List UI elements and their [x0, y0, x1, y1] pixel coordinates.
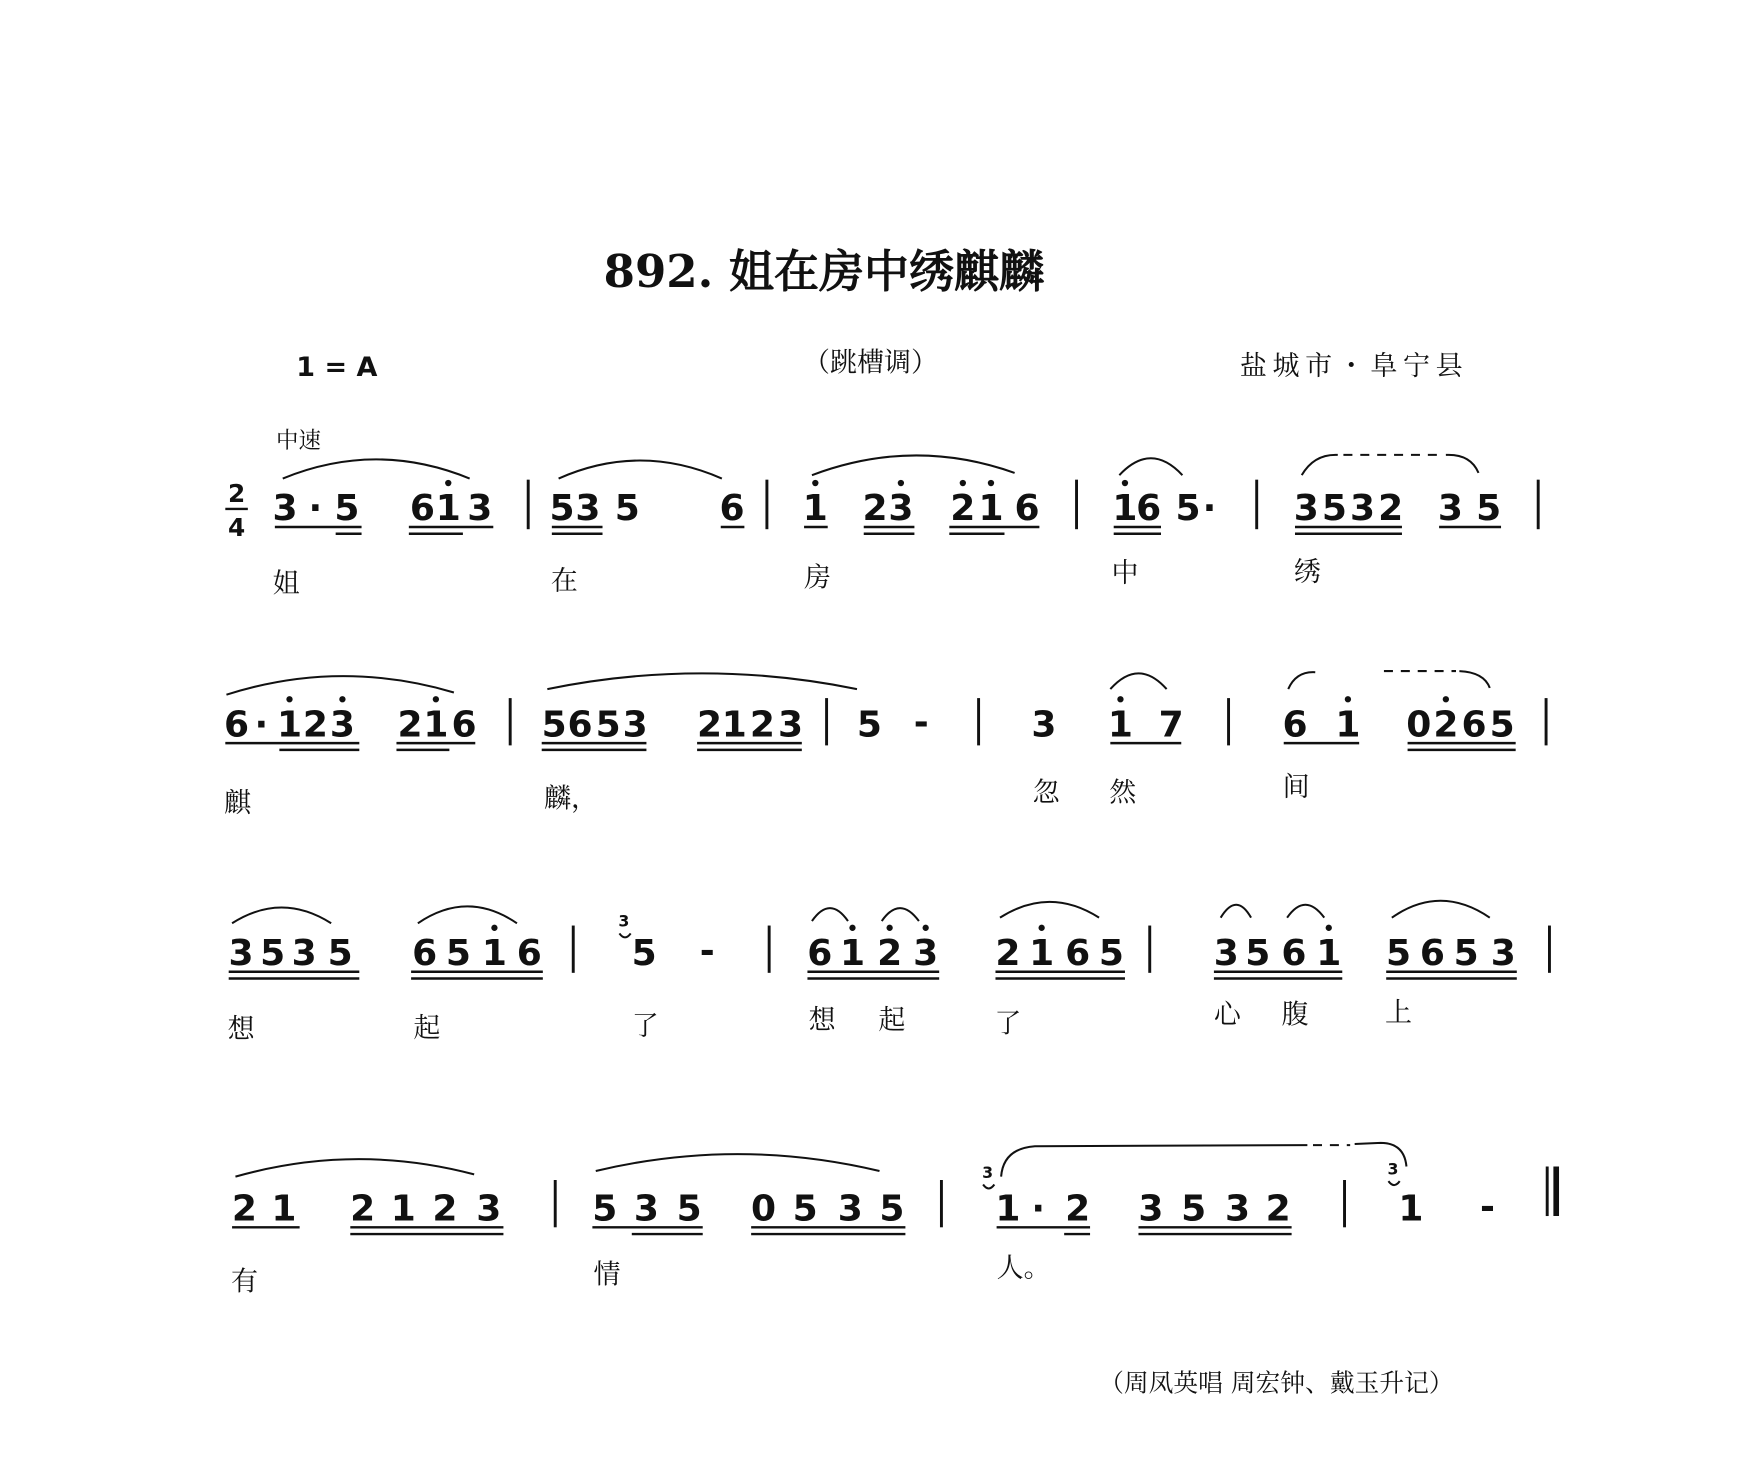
note: 5: [879, 1188, 905, 1230]
lyric: 中: [1111, 558, 1139, 590]
note: 2: [1265, 1188, 1291, 1230]
octave-dot: [491, 925, 497, 931]
lyric: 绣: [1293, 556, 1321, 588]
note: 3: [1225, 1188, 1251, 1230]
octave-dot: [1345, 696, 1351, 702]
note: 6: [516, 932, 542, 974]
note: 0: [1406, 704, 1432, 746]
note: 2: [432, 1188, 458, 1230]
note: 0: [750, 1188, 777, 1230]
note: 2: [1065, 1188, 1091, 1230]
note: 5: [1181, 1188, 1207, 1230]
note: 1: [1316, 932, 1342, 974]
note: 3: [622, 704, 648, 746]
lyric: 想: [808, 1005, 836, 1037]
note: 3: [1293, 488, 1319, 530]
note: 1: [978, 488, 1004, 530]
note: 5: [1453, 932, 1479, 974]
note: 1: [390, 1188, 416, 1230]
note-dot: ·: [1031, 1188, 1046, 1230]
time-signature-top: 2: [227, 479, 246, 509]
note: 1: [1112, 488, 1138, 530]
note: 5: [1321, 488, 1347, 530]
note: 5: [614, 488, 640, 530]
grace-note: 3: [982, 1162, 994, 1182]
tempo-marking: 中速: [275, 428, 322, 455]
octave-dot: [445, 480, 451, 486]
note: 5: [595, 704, 621, 746]
lyric: 麟，: [543, 783, 599, 815]
note: 2: [995, 932, 1021, 974]
grace-note: 3: [1387, 1159, 1399, 1179]
note: 3: [1437, 488, 1463, 530]
note: 3: [1031, 704, 1057, 746]
region: 盐城市・阜宁县: [1239, 350, 1469, 382]
time-signature-bottom: 4: [227, 512, 246, 542]
note: 3: [888, 488, 914, 530]
note: 5: [260, 932, 286, 974]
note: 6: [1014, 488, 1040, 530]
note: 5: [445, 932, 471, 974]
note: 6: [1065, 932, 1091, 974]
lyric: 人。: [996, 1252, 1051, 1284]
note: 2: [950, 488, 976, 530]
note-dot: ·: [254, 704, 269, 746]
note: 3: [476, 1188, 502, 1230]
note: 1: [435, 488, 461, 530]
note: 5: [792, 1188, 818, 1230]
lyric: 心: [1213, 999, 1241, 1031]
lyric: 起: [413, 1013, 441, 1045]
note: 6: [1281, 932, 1307, 974]
octave-dot: [812, 480, 818, 486]
note: 6: [224, 704, 250, 746]
note: 6: [719, 488, 745, 530]
octave-dot: [1122, 480, 1128, 486]
note: 6: [807, 932, 833, 974]
octave-dot: [886, 925, 892, 931]
note: 5: [1386, 932, 1412, 974]
dash: -: [1480, 1186, 1496, 1228]
tune-type: （跳槽调）: [802, 347, 939, 379]
note: 3: [837, 1188, 863, 1230]
octave-dot: [923, 925, 929, 931]
note: 3: [291, 932, 317, 974]
lyric: 想: [227, 1014, 255, 1046]
note: 6: [1461, 704, 1487, 746]
octave-dot: [1443, 696, 1449, 702]
note: 3: [778, 704, 804, 746]
note: 3: [228, 932, 254, 974]
note: 7: [1158, 704, 1184, 746]
note: 3: [1350, 488, 1376, 530]
note: 3: [272, 488, 298, 530]
note: 6: [1136, 488, 1162, 530]
octave-dot: [1326, 925, 1332, 931]
note: 5: [676, 1188, 702, 1230]
grace-note: 3: [618, 911, 630, 931]
credits: （周凤英唱 周宏钟、戴玉升记）: [1099, 1368, 1454, 1398]
note: 5: [549, 488, 575, 530]
note: 2: [397, 704, 423, 746]
note: 1: [1398, 1188, 1424, 1230]
note: 1: [1029, 932, 1055, 974]
note: 5: [541, 704, 567, 746]
note: 3: [329, 704, 355, 746]
note: 1: [271, 1188, 297, 1230]
note: 1: [721, 704, 747, 746]
note: 3: [633, 1188, 659, 1230]
note: 5: [1476, 488, 1502, 530]
octave-dot: [286, 696, 292, 702]
note: 6: [567, 704, 593, 746]
octave-dot: [988, 480, 994, 486]
note: 5: [1489, 704, 1515, 746]
lyric: 忽: [1032, 777, 1060, 809]
note: 2: [302, 704, 328, 746]
octave-dot: [1117, 696, 1123, 702]
note: 2: [877, 932, 903, 974]
lyric: 有: [230, 1266, 258, 1298]
lyric: 然: [1109, 777, 1137, 809]
note: 1: [839, 932, 866, 974]
lyric: 腹: [1281, 999, 1309, 1031]
note: 5: [856, 704, 882, 746]
dash: -: [699, 930, 715, 972]
lyric: 起: [878, 1005, 906, 1037]
note: 3: [1138, 1188, 1164, 1230]
octave-dot: [898, 480, 904, 486]
lyric: 了: [631, 1010, 659, 1042]
octave-dot: [339, 696, 345, 702]
note: 5: [592, 1188, 618, 1230]
note: 5: [1098, 932, 1124, 974]
note: 2: [1433, 704, 1459, 746]
lyric: 姐: [272, 568, 300, 600]
note: 2: [696, 704, 723, 746]
note: 3: [1490, 932, 1516, 974]
note: 2: [350, 1188, 376, 1230]
note: 2: [862, 488, 888, 530]
note: 3: [575, 488, 601, 530]
note: 1: [1335, 704, 1361, 746]
note: 3: [1213, 932, 1239, 974]
note: 6: [409, 488, 435, 530]
octave-dot: [1038, 925, 1044, 931]
lyric: 房: [804, 562, 832, 594]
lyric: 间: [1282, 772, 1310, 804]
note-dot: ·: [308, 488, 323, 530]
note: 1: [802, 488, 828, 530]
note: 1: [995, 1188, 1021, 1230]
note: 6: [451, 704, 477, 746]
note: 1: [276, 704, 303, 746]
lyric: 在: [550, 566, 578, 598]
note: 3: [913, 932, 939, 974]
note: 2: [231, 1188, 257, 1230]
note: 1: [423, 704, 449, 746]
note: 5: [334, 488, 360, 530]
lyric: 上: [1385, 997, 1413, 1029]
octave-dot: [433, 696, 439, 702]
song-title: 892. 姐在房中绣麒麟: [603, 245, 1045, 299]
note: 2: [1378, 488, 1404, 530]
note: 5: [1175, 488, 1201, 530]
note: 1: [481, 932, 507, 974]
note: 6: [1282, 704, 1308, 746]
note: 5: [631, 932, 657, 974]
note: 3: [467, 488, 493, 530]
note: 5: [1245, 932, 1271, 974]
dash: -: [913, 702, 929, 744]
note: 5: [327, 932, 353, 974]
lyric: 麒: [224, 787, 252, 819]
note: 2: [749, 704, 775, 746]
lyric: 情: [593, 1259, 621, 1291]
octave-dot: [849, 925, 855, 931]
key-signature: 1 = A: [296, 352, 378, 384]
note: 1: [1107, 704, 1133, 746]
note-dot: ·: [1202, 488, 1217, 530]
note: 6: [1419, 932, 1445, 974]
lyric: 了: [994, 1008, 1022, 1040]
note: 6: [412, 932, 438, 974]
octave-dot: [960, 480, 966, 486]
